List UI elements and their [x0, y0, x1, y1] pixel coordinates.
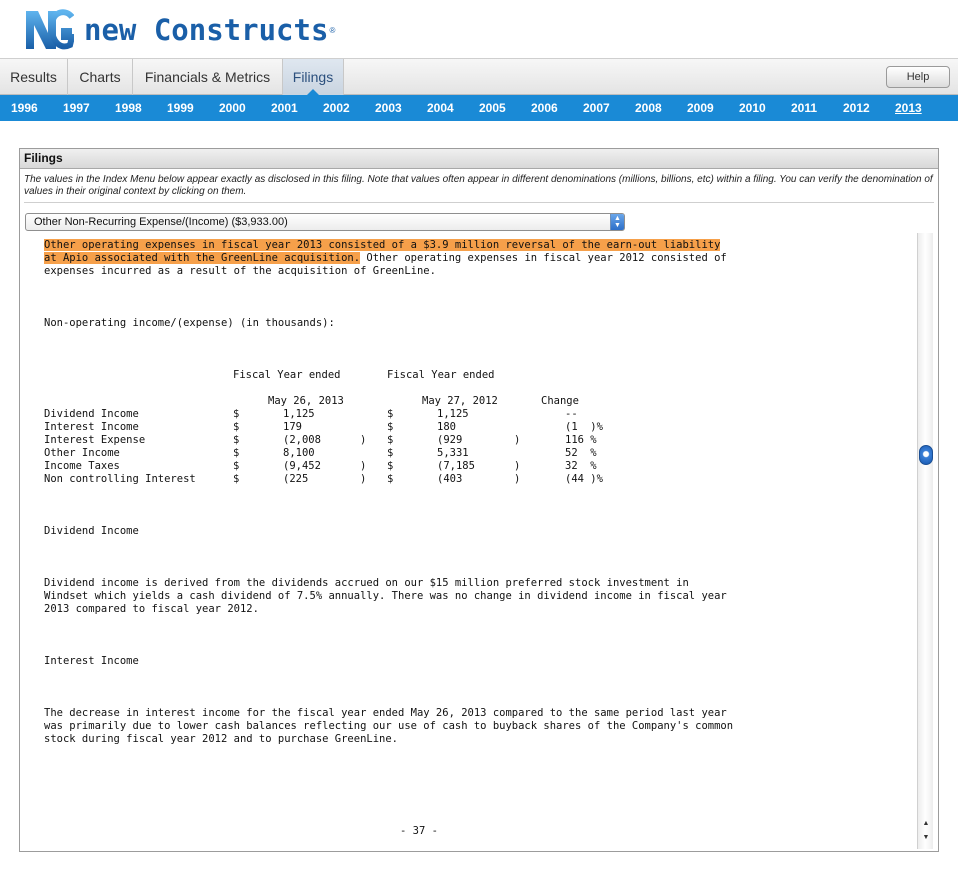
tab-results[interactable]: Results	[0, 59, 68, 95]
doc-line: was primarily due to lower cash balances reflecting our use of cash to buyback shares of the Company's common	[44, 720, 734, 732]
app-header	[0, 0, 958, 58]
column-header: Change	[541, 395, 579, 407]
doc-line: stock during fiscal year 2012 and to purchase GreenLine.	[44, 733, 399, 745]
panel-description: The values in the Index Menu below appear exactly as disclosed in this filing. Note that values often appear in different denominations (millions, billions, etc) within a filing. You can verify the denomination of values in their original context by clicking on them.	[24, 174, 933, 197]
section-heading: Interest Income	[44, 655, 139, 667]
year-link[interactable]: 2008	[635, 101, 662, 115]
value-2012[interactable]: (929	[437, 434, 463, 446]
section-heading: Dividend Income	[44, 525, 139, 537]
year-link[interactable]: 2003	[375, 101, 402, 115]
year-link[interactable]: 2005	[479, 101, 506, 115]
row-label: Other Income	[44, 447, 120, 459]
year-link-selected[interactable]: 2013	[895, 101, 922, 115]
year-link[interactable]: 2000	[219, 101, 246, 115]
highlighted-text[interactable]: at Apio associated with the GreenLine acquisition.	[44, 252, 361, 264]
change: (1 )%	[565, 421, 603, 433]
logo-mark-icon	[24, 7, 74, 53]
main-tabs	[0, 58, 958, 95]
tab-financials-metrics[interactable]: Financials & Metrics	[133, 59, 283, 95]
help-button[interactable]: Help	[886, 66, 950, 88]
doc-text: Other operating expenses in fiscal year 2012 consisted of	[360, 252, 727, 264]
doc-line: expenses incurred as a result of the acquisition of GreenLine.	[44, 265, 436, 277]
row-label: Income Taxes	[44, 460, 120, 472]
currency: $	[233, 408, 240, 420]
change: 116 %	[565, 434, 597, 446]
value-2012[interactable]: 1,125	[437, 408, 469, 420]
value-2013[interactable]: (9,452	[283, 460, 321, 472]
change: (44 )%	[565, 473, 603, 485]
logo[interactable]	[24, 6, 335, 54]
currency: $	[387, 408, 394, 420]
filings-panel	[19, 148, 939, 852]
row-label: Dividend Income	[44, 408, 139, 420]
value-2012[interactable]: 180	[437, 421, 456, 433]
year-link[interactable]: 2010	[739, 101, 766, 115]
year-link[interactable]: 2002	[323, 101, 350, 115]
row-label: Interest Income	[44, 421, 139, 433]
highlighted-text[interactable]: Other operating expenses in fiscal year 2013 consisted of a $3.9 million reversal of the earn-out liability	[44, 239, 721, 251]
index-menu-select[interactable]	[25, 213, 625, 231]
updown-arrows-icon: ▲ ▼	[610, 214, 624, 230]
tab-charts[interactable]: Charts	[68, 59, 133, 95]
paren: )	[514, 473, 521, 485]
paren: )	[360, 434, 367, 446]
year-link[interactable]: 2001	[271, 101, 298, 115]
currency: $	[233, 421, 240, 433]
year-link[interactable]: 1996	[11, 101, 38, 115]
value-2012[interactable]: (403	[437, 473, 463, 485]
page-number: - 37 -	[400, 825, 438, 837]
currency: $	[233, 447, 240, 459]
divider	[24, 202, 934, 203]
value-2013[interactable]: 8,100	[283, 447, 315, 459]
value-2012[interactable]: (7,185	[437, 460, 475, 472]
year-link[interactable]: 1998	[115, 101, 142, 115]
document-scrollbar[interactable]	[917, 233, 933, 849]
paren: )	[514, 460, 521, 472]
brand-name: new Constructs	[84, 13, 329, 47]
doc-line	[44, 239, 720, 252]
change: 52 %	[565, 447, 597, 459]
row-label: Non controlling Interest	[44, 473, 196, 485]
year-link[interactable]: 2009	[687, 101, 714, 115]
year-link[interactable]: 2012	[843, 101, 870, 115]
paren: )	[360, 460, 367, 472]
column-header: Fiscal Year ended	[387, 369, 495, 381]
change: --	[565, 408, 578, 420]
value-2012[interactable]: 5,331	[437, 447, 469, 459]
row-label: Interest Expense	[44, 434, 146, 446]
year-link[interactable]: 2007	[583, 101, 610, 115]
panel-title: Filings	[20, 149, 938, 169]
currency: $	[387, 447, 394, 459]
doc-line: The decrease in interest income for the fiscal year ended May 26, 2013 compared to the same period last year	[44, 707, 727, 719]
currency: $	[233, 460, 240, 472]
currency: $	[387, 460, 394, 472]
currency: $	[233, 434, 240, 446]
paren: )	[514, 434, 521, 446]
index-menu-value: Other Non-Recurring Expense/(Income) ($3,933.00)	[34, 216, 288, 228]
value-2013[interactable]: 179	[283, 421, 302, 433]
triangle-down-icon[interactable]: ▼	[922, 834, 930, 841]
filing-document	[20, 235, 916, 853]
year-link[interactable]: 1997	[63, 101, 90, 115]
year-link[interactable]: 2006	[531, 101, 558, 115]
year-link[interactable]: 1999	[167, 101, 194, 115]
currency: $	[387, 421, 394, 433]
currency: $	[233, 473, 240, 485]
tab-filings[interactable]: Filings	[283, 59, 344, 95]
scrollbar-thumb[interactable]	[919, 445, 933, 465]
year-selector	[0, 95, 958, 121]
doc-line: 2013 compared to fiscal year 2012.	[44, 603, 259, 615]
currency: $	[387, 473, 394, 485]
column-header: Fiscal Year ended	[233, 369, 341, 381]
doc-line: Windset which yields a cash dividend of 7.5% annually. There was no change in dividend income in fiscal year	[44, 590, 727, 602]
value-2013[interactable]: (225	[283, 473, 309, 485]
paren: )	[360, 473, 367, 485]
column-date: May 27, 2012	[422, 395, 498, 407]
column-date: May 26, 2013	[268, 395, 344, 407]
change: 32 %	[565, 460, 597, 472]
year-link[interactable]: 2011	[791, 101, 818, 115]
triangle-up-icon[interactable]: ▲	[922, 820, 930, 827]
value-2013[interactable]: 1,125	[283, 408, 315, 420]
doc-line: Dividend income is derived from the dividends accrued on our $15 million preferred stock investment in	[44, 577, 689, 589]
year-link[interactable]: 2004	[427, 101, 454, 115]
doc-line	[44, 252, 727, 265]
registered-mark: ®	[329, 25, 336, 35]
value-2013[interactable]: (2,008	[283, 434, 321, 446]
section-heading: Non-operating income/(expense) (in thousands):	[44, 317, 335, 329]
currency: $	[387, 434, 394, 446]
